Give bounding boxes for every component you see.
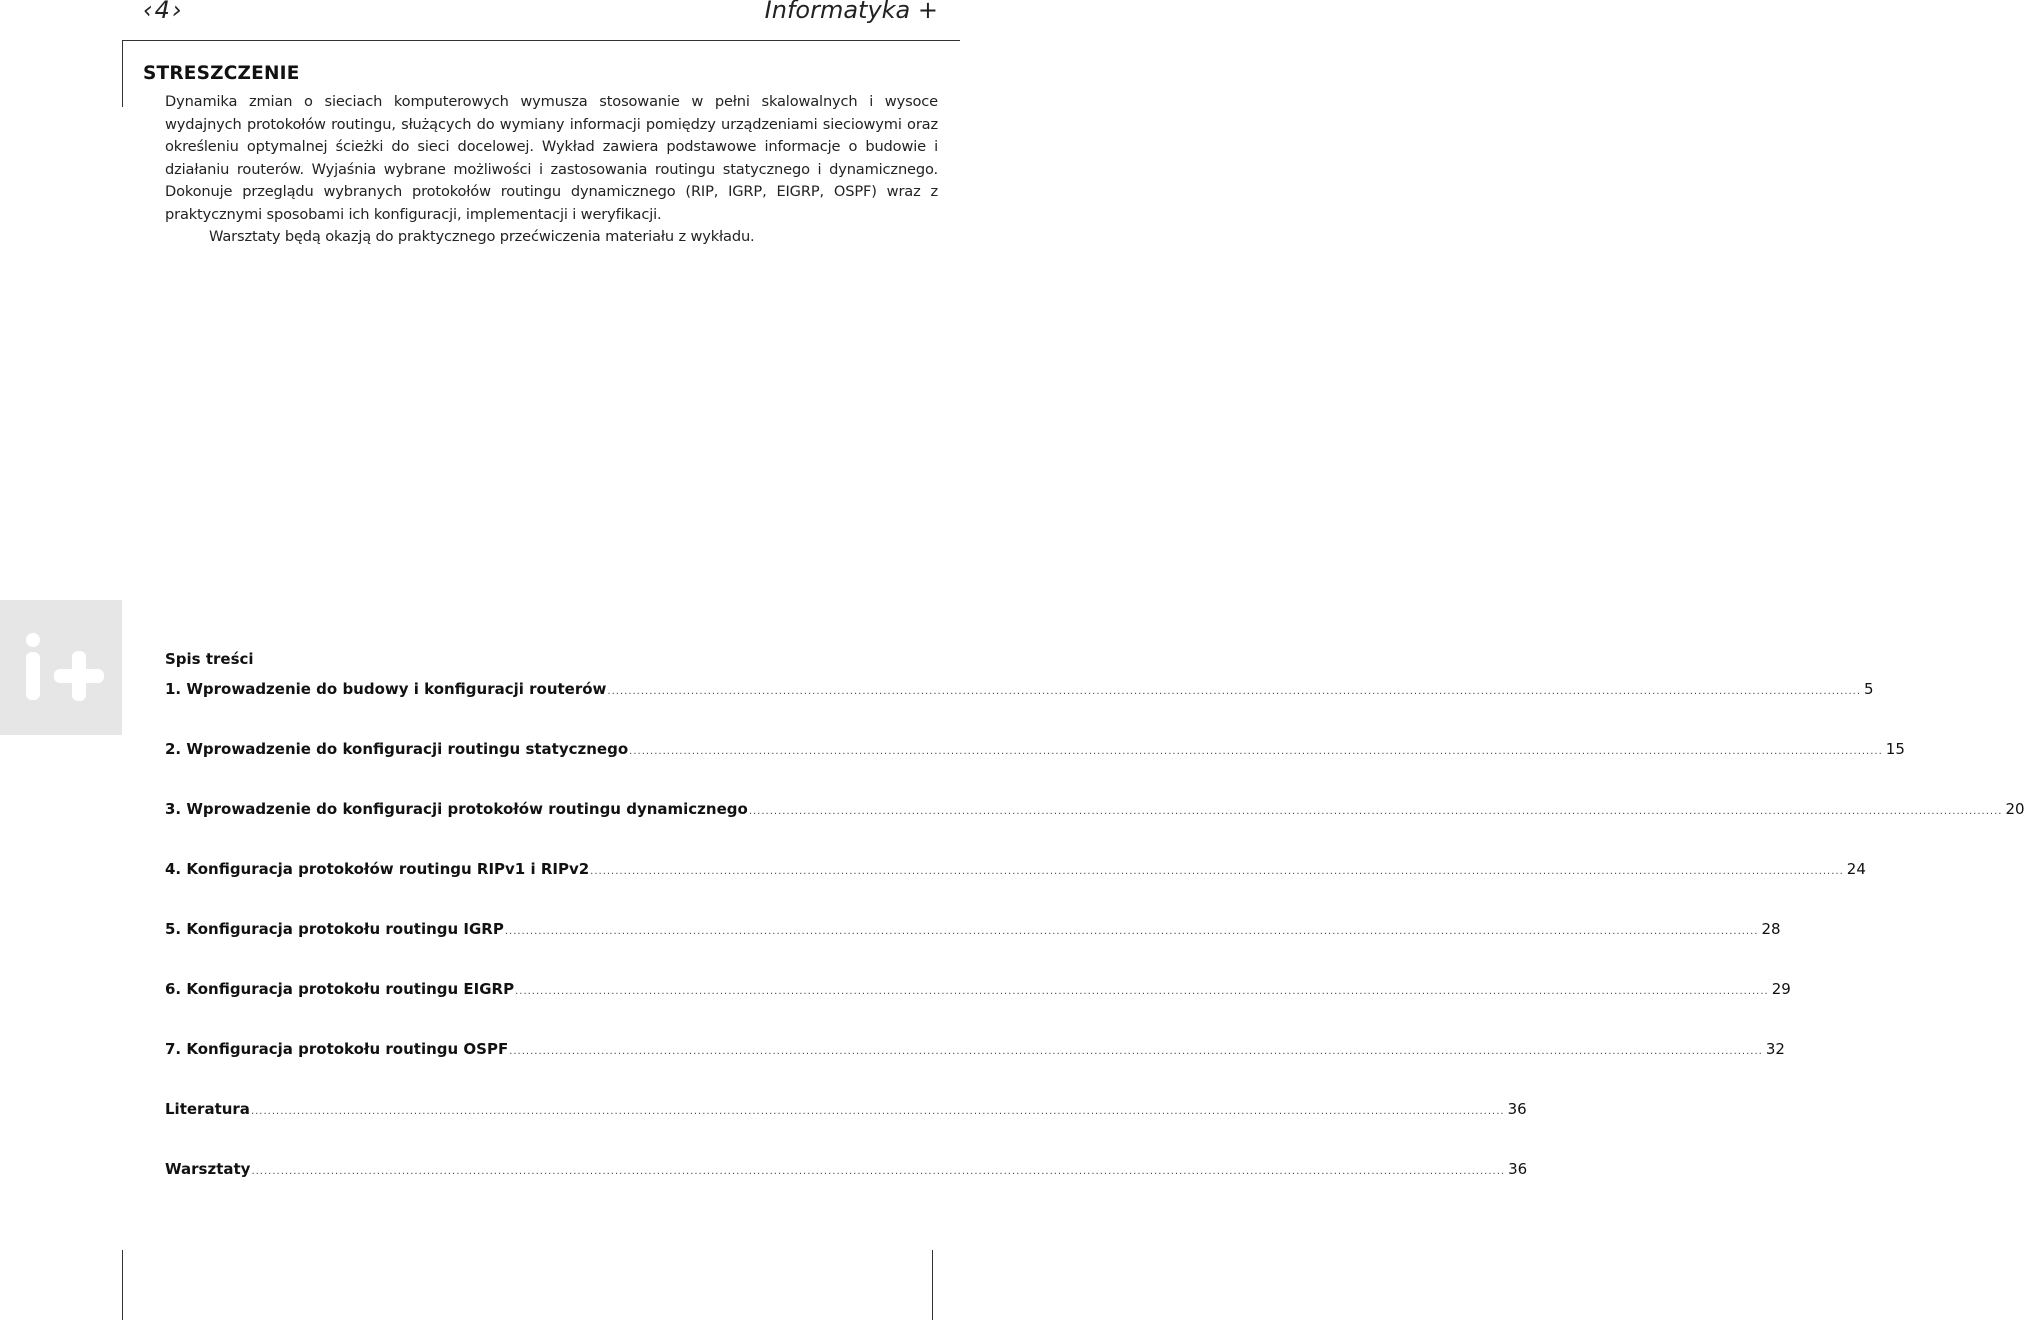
toc-title: Spis treści	[165, 650, 254, 668]
toc-entry[interactable]	[165, 1100, 1527, 1160]
toc-dot-leader: ............................................................................................................................................................................................................................................................................................................	[509, 1046, 1763, 1057]
toc-dot-leader: ............................................................................................................................................................................................................................................................................................................	[515, 986, 1769, 997]
toc-entry[interactable]	[165, 920, 1781, 980]
toc-entry-label: Warsztaty	[165, 1160, 251, 1178]
toc-entry-label: 2. Wprowadzenie do konfiguracji routingu statycznego	[165, 740, 629, 758]
toc-entry-label: Literatura	[165, 1100, 250, 1118]
frame-line-right-bottom	[932, 1250, 933, 1320]
running-head: Informatyka +	[764, 0, 938, 24]
abstract-paragraph: Warsztaty będą okazją do praktycznego przećwiczenia materiału z wykładu.	[209, 228, 755, 245]
toc-entry-page: 15	[1885, 740, 1905, 758]
toc-entry[interactable]	[165, 740, 1905, 800]
toc-entry-page: 28	[1761, 920, 1781, 938]
toc-entry[interactable]	[165, 800, 2025, 860]
toc-entry[interactable]	[165, 980, 1791, 1040]
toc-dot-leader: ............................................................................................................................................................................................................................................................................................................	[250, 1106, 1505, 1117]
toc-dot-leader: ............................................................................................................................................................................................................................................................................................................	[504, 926, 1759, 937]
toc-entry-page: 20	[2005, 800, 2025, 818]
abstract-title: STRESZCZENIE	[143, 63, 300, 84]
toc-entry-page: 24	[1846, 860, 1866, 878]
toc-dot-leader: ............................................................................................................................................................................................................................................................................................................	[629, 746, 1883, 757]
frame-line-left-top	[122, 40, 123, 107]
toc-entry-page: 29	[1771, 980, 1791, 998]
table-of-contents	[165, 680, 2025, 1220]
toc-entry-label: 7. Konfiguracja protokołu routingu OSPF	[165, 1040, 509, 1058]
toc-entry-label: 5. Konfiguracja protokołu routingu IGRP	[165, 920, 504, 938]
abstract-paragraph: Dynamika zmian o sieciach komputerowych wymusza stosowanie w pełni skalowalnych i wysoce wydajnych protokołów routingu, służących do wymiany informacji pomiędzy urządzeniami sieciowymi oraz określeniu optymalnej ścieżki do sieci docelowej. Wykład zawiera podstawowe informacje o budowie i działaniu routerów. Wyjaśnia wybrane możliwości i zastosowania routingu statycznego i dynamicznego. Dokonuje przeglądu wybranych protokołów routingu dynamicznego (RIP, IGRP, EIGRP, OSPF) wraz z praktycznymi sposobami ich konfiguracji, implementacji i weryfikacji.	[165, 93, 938, 223]
toc-entry-label: 4. Konfiguracja protokołów routingu RIPv1 i RIPv2	[165, 860, 590, 878]
toc-entry[interactable]	[165, 1160, 1528, 1220]
toc-entry-page: 36	[1507, 1100, 1527, 1118]
frame-line-top	[122, 40, 960, 41]
toc-entry-label: 6. Konfiguracja protokołu routingu EIGRP	[165, 980, 515, 998]
page-number: ‹4›	[143, 0, 184, 24]
toc-dot-leader: ............................................................................................................................................................................................................................................................................................................	[590, 866, 1844, 877]
toc-entry-page: 36	[1508, 1160, 1528, 1178]
i-plus-logo-mark	[0, 600, 122, 735]
toc-dot-leader: ............................................................................................................................................................................................................................................................................................................	[607, 686, 1862, 697]
toc-entry[interactable]	[165, 1040, 1785, 1100]
abstract-body	[165, 91, 938, 249]
i-plus-logo	[0, 600, 122, 735]
toc-entry-label: 1. Wprowadzenie do budowy i konfiguracji routerów	[165, 680, 607, 698]
toc-dot-leader: ............................................................................................................................................................................................................................................................................................................	[251, 1166, 1506, 1177]
toc-entry[interactable]	[165, 680, 1874, 740]
toc-entry-label: 3. Wprowadzenie do konfiguracji protokołów routingu dynamicznego	[165, 800, 748, 818]
toc-entry[interactable]	[165, 860, 1866, 920]
toc-entry-page: 32	[1765, 1040, 1785, 1058]
toc-dot-leader: ............................................................................................................................................................................................................................................................................................................	[748, 806, 2003, 817]
toc-entry-page: 5	[1864, 680, 1874, 698]
frame-line-left-bottom	[122, 1250, 123, 1320]
